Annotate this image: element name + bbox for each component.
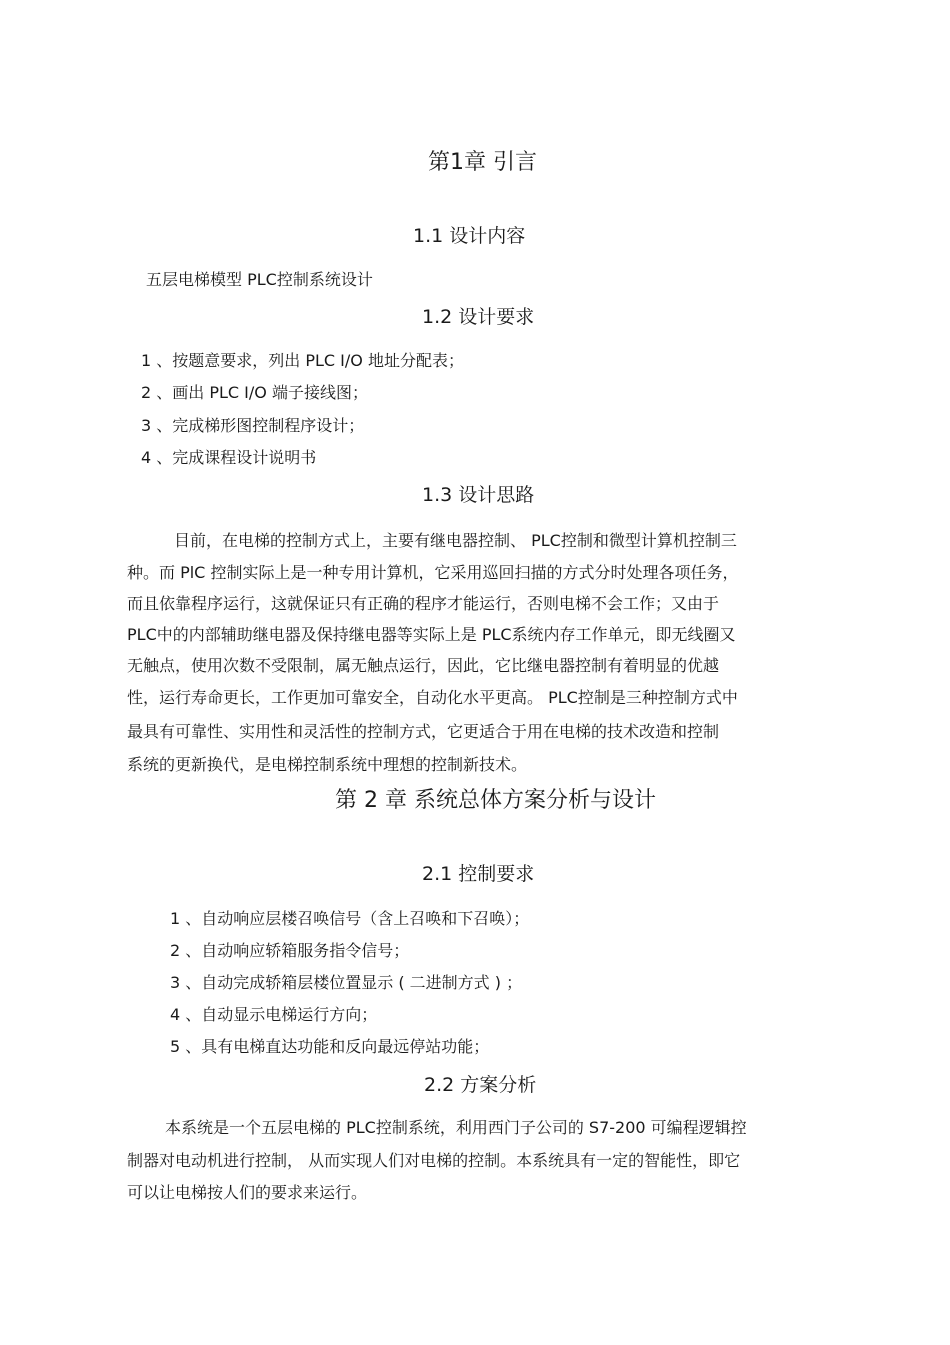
control-requirement-item: 3 、自动完成轿箱层楼位置显示 ( 二进制方式 ) ； xyxy=(170,973,523,992)
paragraph-line: 可以让电梯按人们的要求来运行。 xyxy=(127,1183,368,1202)
control-requirement-item: 4 、自动显示电梯运行方向； xyxy=(170,1005,378,1024)
paragraph-line: 种。而 PlC 控制实际上是一种专用计算机，它采用巡回扫描的方式分时处理各项任务， xyxy=(127,563,739,582)
section-1-1-heading: 1.1 设计内容 xyxy=(413,225,526,247)
paragraph-line: 系统的更新换代，是电梯控制系统中理想的控制新技术。 xyxy=(127,755,528,774)
paragraph-line: 制器对电动机进行控制， 从而实现人们对电梯的控制。本系统具有一定的智能性，即它 xyxy=(127,1151,741,1170)
control-requirement-item: 1 、自动响应层楼召唤信号（含上召唤和下召唤）； xyxy=(170,909,530,928)
control-requirement-item: 5 、具有电梯直达功能和反向最远停站功能； xyxy=(170,1037,490,1056)
paragraph-line: 目前，在电梯的控制方式上，主要有继电器控制、 PLC控制和微型计算机控制三 xyxy=(174,531,737,550)
section-2-2-heading: 2.2 方案分析 xyxy=(424,1074,537,1096)
paragraph-line: 最具有可靠性、实用性和灵活性的控制方式，它更适合于用在电梯的技术改造和控制 xyxy=(127,722,720,741)
paragraph-line: 性，运行寿命更长，工作更加可靠安全，自动化水平更高。 PLC控制是三种控制方式中 xyxy=(127,688,738,707)
paragraph-line: PLC中的内部辅助继电器及保持继电器等实际上是 PLC系统内存工作单元，即无线圈又 xyxy=(127,625,736,644)
paragraph-line: 本系统是一个五层电梯的 PLC控制系统，利用西门子公司的 S7-200 可编程逻辑控 xyxy=(165,1118,747,1137)
paragraph-line: 无触点，使用次数不受限制，属无触点运行，因此，它比继电器控制有着明显的优越 xyxy=(127,656,720,675)
requirement-item: 1 、按题意要求，列出 PLC I/O 地址分配表； xyxy=(141,351,464,370)
section-1-3-heading: 1.3 设计思路 xyxy=(422,484,535,506)
chapter-2-title: 第 2 章 系统总体方案分析与设计 xyxy=(335,788,656,813)
requirement-item: 2 、画出 PLC I/O 端子接线图； xyxy=(141,383,368,402)
paragraph-line: 而且依靠程序运行，这就保证只有正确的程序才能运行，否则电梯不会工作；又由于 xyxy=(127,594,720,613)
requirement-item: 4 、完成课程设计说明书 xyxy=(141,448,317,467)
control-requirement-item: 2 、自动响应轿箱服务指令信号； xyxy=(170,941,410,960)
chapter-1-title: 第1章 引言 xyxy=(428,150,537,175)
section-2-1-heading: 2.1 控制要求 xyxy=(422,863,535,885)
section-1-2-heading: 1.2 设计要求 xyxy=(422,306,535,328)
section-1-1-text: 五层电梯模型 PLC控制系统设计 xyxy=(146,270,373,289)
requirement-item: 3 、完成梯形图控制程序设计； xyxy=(141,416,365,435)
